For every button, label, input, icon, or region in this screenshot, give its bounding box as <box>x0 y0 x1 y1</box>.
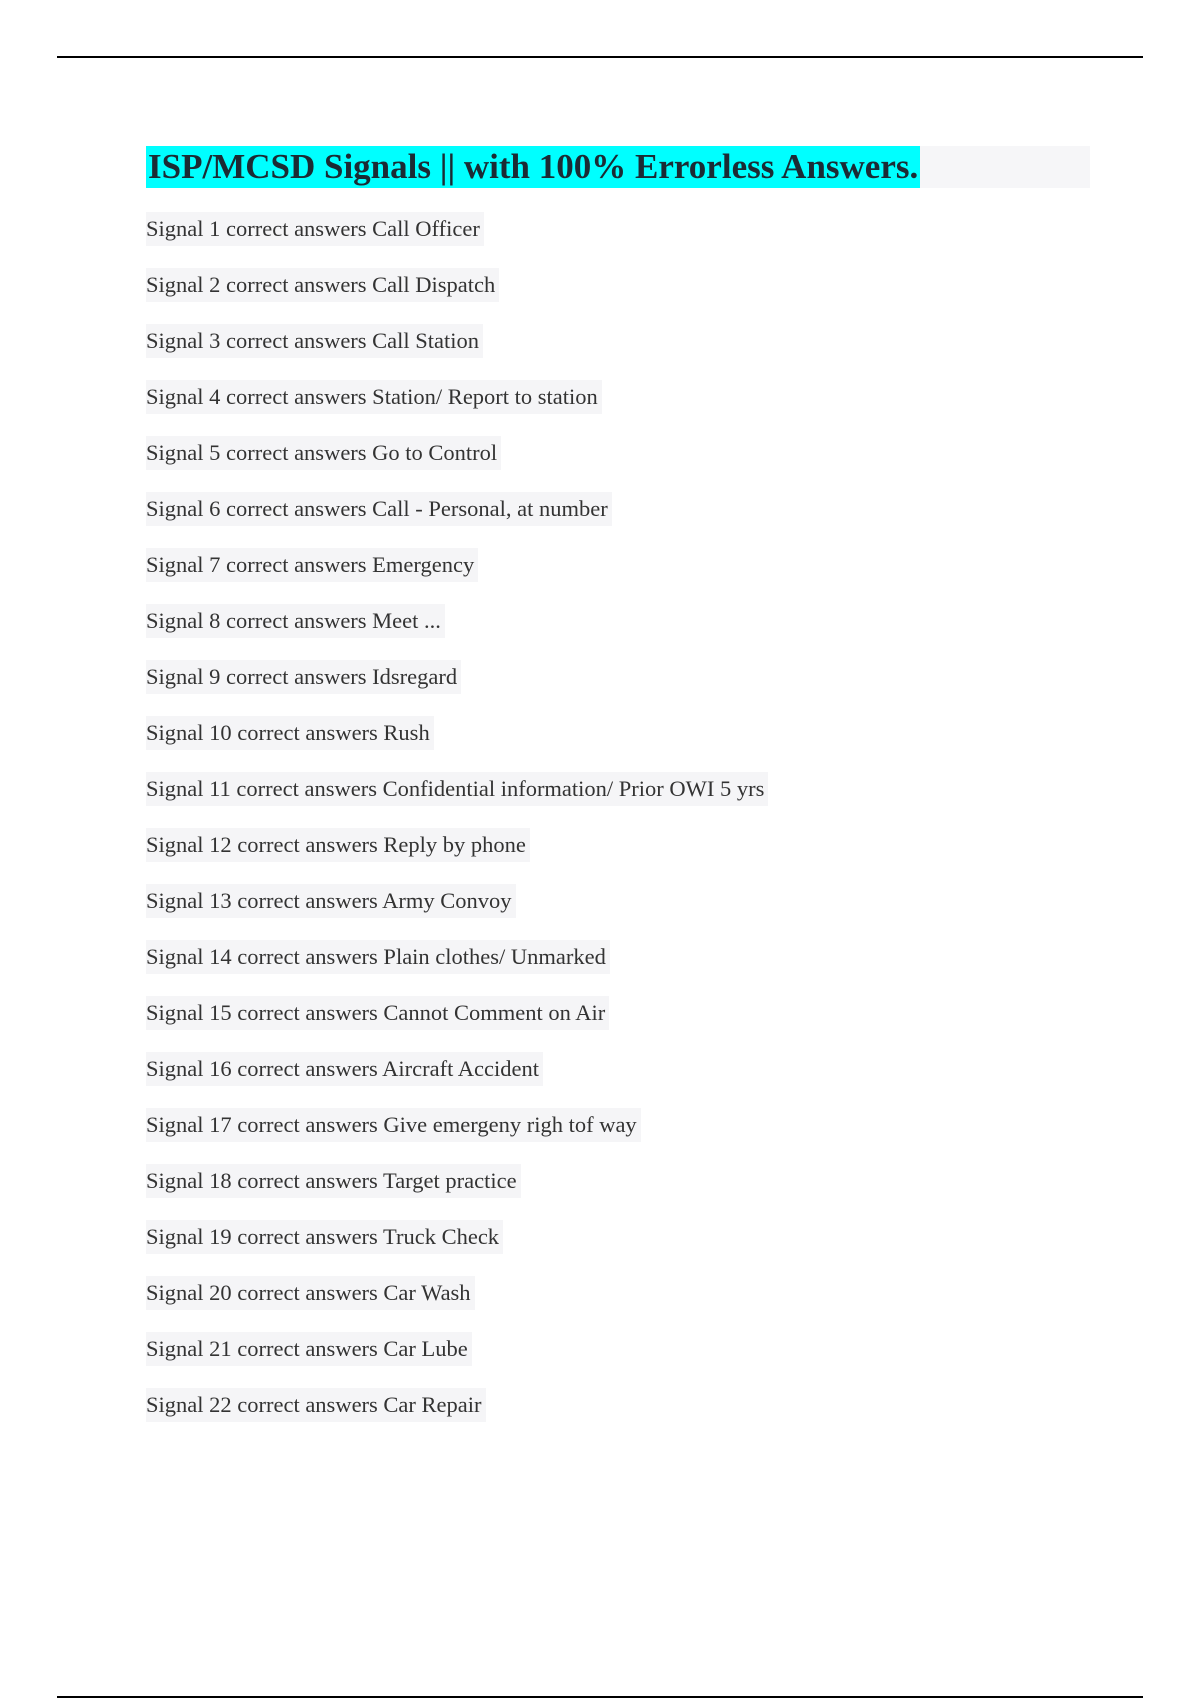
header-rule <box>57 56 1143 58</box>
list-item <box>146 884 1106 940</box>
list-item <box>146 492 1106 548</box>
signal-item-text: Signal 8 correct answers Meet ... <box>146 604 445 638</box>
list-item <box>146 1276 1106 1332</box>
signal-item-text: Signal 20 correct answers Car Wash <box>146 1276 475 1310</box>
list-item <box>146 604 1106 660</box>
signal-item-text: Signal 15 correct answers Cannot Comment on Air <box>146 996 609 1030</box>
signal-item-text: Signal 9 correct answers Idsregard <box>146 660 461 694</box>
list-item <box>146 380 1106 436</box>
list-item <box>146 1332 1106 1388</box>
list-item <box>146 1052 1106 1108</box>
signal-item-text: Signal 6 correct answers Call - Personal, at number <box>146 492 612 526</box>
signal-list <box>146 212 1106 1444</box>
document-title: ISP/MCSD Signals || with 100% Errorless Answers. <box>148 147 919 186</box>
signal-item-text: Signal 19 correct answers Truck Check <box>146 1220 503 1254</box>
list-item <box>146 1220 1106 1276</box>
list-item <box>146 324 1106 380</box>
list-item <box>146 268 1106 324</box>
list-item <box>146 1388 1106 1444</box>
signal-item-text: Signal 17 correct answers Give emergeny righ tof way <box>146 1108 641 1142</box>
signal-item-text: Signal 5 correct answers Go to Control <box>146 436 501 470</box>
list-item <box>146 212 1106 268</box>
signal-item-text: Signal 21 correct answers Car Lube <box>146 1332 472 1366</box>
list-item <box>146 716 1106 772</box>
signal-item-text: Signal 13 correct answers Army Convoy <box>146 884 516 918</box>
list-item <box>146 1108 1106 1164</box>
list-item <box>146 548 1106 604</box>
signal-item-text: Signal 7 correct answers Emergency <box>146 548 478 582</box>
list-item <box>146 828 1106 884</box>
signal-item-text: Signal 2 correct answers Call Dispatch <box>146 268 499 302</box>
list-item <box>146 436 1106 492</box>
signal-item-text: Signal 22 correct answers Car Repair <box>146 1388 486 1422</box>
signal-item-text: Signal 14 correct answers Plain clothes/ Unmarked <box>146 940 610 974</box>
list-item <box>146 940 1106 996</box>
list-item <box>146 660 1106 716</box>
list-item <box>146 996 1106 1052</box>
signal-item-text: Signal 12 correct answers Reply by phone <box>146 828 530 862</box>
signal-item-text: Signal 18 correct answers Target practice <box>146 1164 521 1198</box>
list-item <box>146 1164 1106 1220</box>
signal-item-text: Signal 16 correct answers Aircraft Accident <box>146 1052 543 1086</box>
signal-item-text: Signal 3 correct answers Call Station <box>146 324 483 358</box>
signal-item-text: Signal 11 correct answers Confidential information/ Prior OWI 5 yrs <box>146 772 768 806</box>
footer-rule <box>57 1696 1143 1698</box>
signal-item-text: Signal 4 correct answers Station/ Report to station <box>146 380 602 414</box>
list-item <box>146 772 1106 828</box>
signal-item-text: Signal 1 correct answers Call Officer <box>146 212 484 246</box>
signal-item-text: Signal 10 correct answers Rush <box>146 716 434 750</box>
